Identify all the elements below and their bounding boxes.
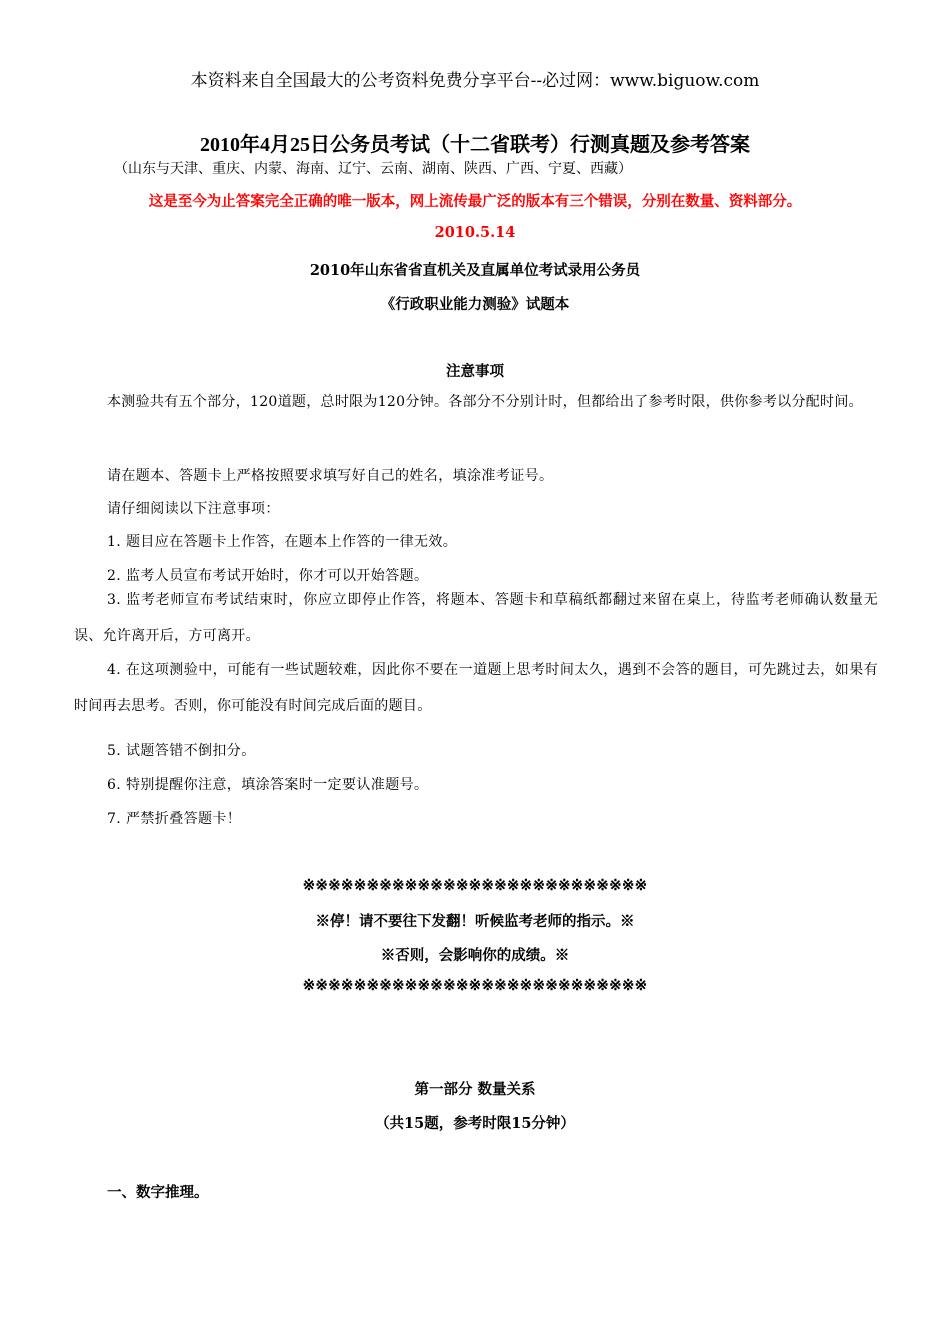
notes-heading: 注意事项 bbox=[446, 363, 504, 380]
section-number-reasoning: 一、数字推理。 bbox=[107, 1184, 209, 1201]
note-item-6: 6. 特别提醒你注意，填涂答案时一定要认准题号。 bbox=[107, 777, 429, 793]
source-header: 本资料来自全国最大的公考资料免费分享平台--必过网：www.biguow.com bbox=[190, 71, 760, 91]
fill-instruction: 请在题本、答题卡上严格按照要求填写好自己的姓名，填涂准考证号。 bbox=[107, 468, 554, 484]
version-notice: 这是至今为止答案完全正确的唯一版本，网上流传最广泛的版本有三个错误，分别在数量、资料部分。 bbox=[148, 193, 802, 210]
provinces-subtitle: （山东与天津、重庆、内蒙、海南、辽宁、云南、湖南、陕西、广西、宁夏、西藏） bbox=[114, 161, 632, 177]
note-item-5: 5. 试题答错不倒扣分。 bbox=[107, 743, 256, 759]
part-one-title: 第一部分 数量关系 bbox=[414, 1081, 536, 1098]
note-item-7: 7. 严禁折叠答题卡！ bbox=[107, 811, 242, 827]
note-item-4: 4. 在这项测验中，可能有一些试题较难，因此你不要在一道题上思考时间太久，遇到不会答的题目，可先跳过去，如果有时间再去思考。否则，你可能没有时间完成后面的题目。 bbox=[74, 662, 878, 714]
document-title: 2010年4月25日公务员考试（十二省联考）行测真题及参考答案 bbox=[200, 134, 750, 156]
stop-warning: ※停！请不要往下发翻！听候监考老师的指示。※ bbox=[315, 913, 635, 930]
read-instruction: 请仔细阅读以下注意事项： bbox=[107, 501, 280, 517]
part-one-subtitle: （共15题，参考时限15分钟） bbox=[375, 1115, 575, 1132]
test-book-name: 《行政职业能力测验》试题本 bbox=[380, 296, 570, 313]
stars-divider-top: ※※※※※※※※※※※※※※※※※※※※※※※※※※※ bbox=[302, 876, 648, 894]
exam-name: 2010年山东省省直机关及直属单位考试录用公务员 bbox=[309, 262, 641, 279]
stars-divider-bottom: ※※※※※※※※※※※※※※※※※※※※※※※※※※※ bbox=[302, 976, 648, 994]
note-item-2: 2. 监考人员宣布考试开始时，你才可以开始答题。 bbox=[107, 568, 429, 584]
score-warning: ※否则，会影响你的成绩。※ bbox=[380, 947, 570, 964]
note-item-1: 1. 题目应在答题卡上作答，在题本上作答的一律无效。 bbox=[107, 534, 458, 550]
notes-intro: 本测验共有五个部分，120道题，总时限为120分钟。各部分不分别计时，但都给出了参考时限，供你参考以分配时间。 bbox=[107, 394, 863, 410]
note-item-3: 3. 监考老师宣布考试结束时，你应立即停止作答，将题本、答题卡和草稿纸都翻过来留在桌上，待监考老师确认数量无误、允许离开后，方可离开。 bbox=[74, 592, 878, 644]
version-date: 2010.5.14 bbox=[434, 224, 516, 241]
